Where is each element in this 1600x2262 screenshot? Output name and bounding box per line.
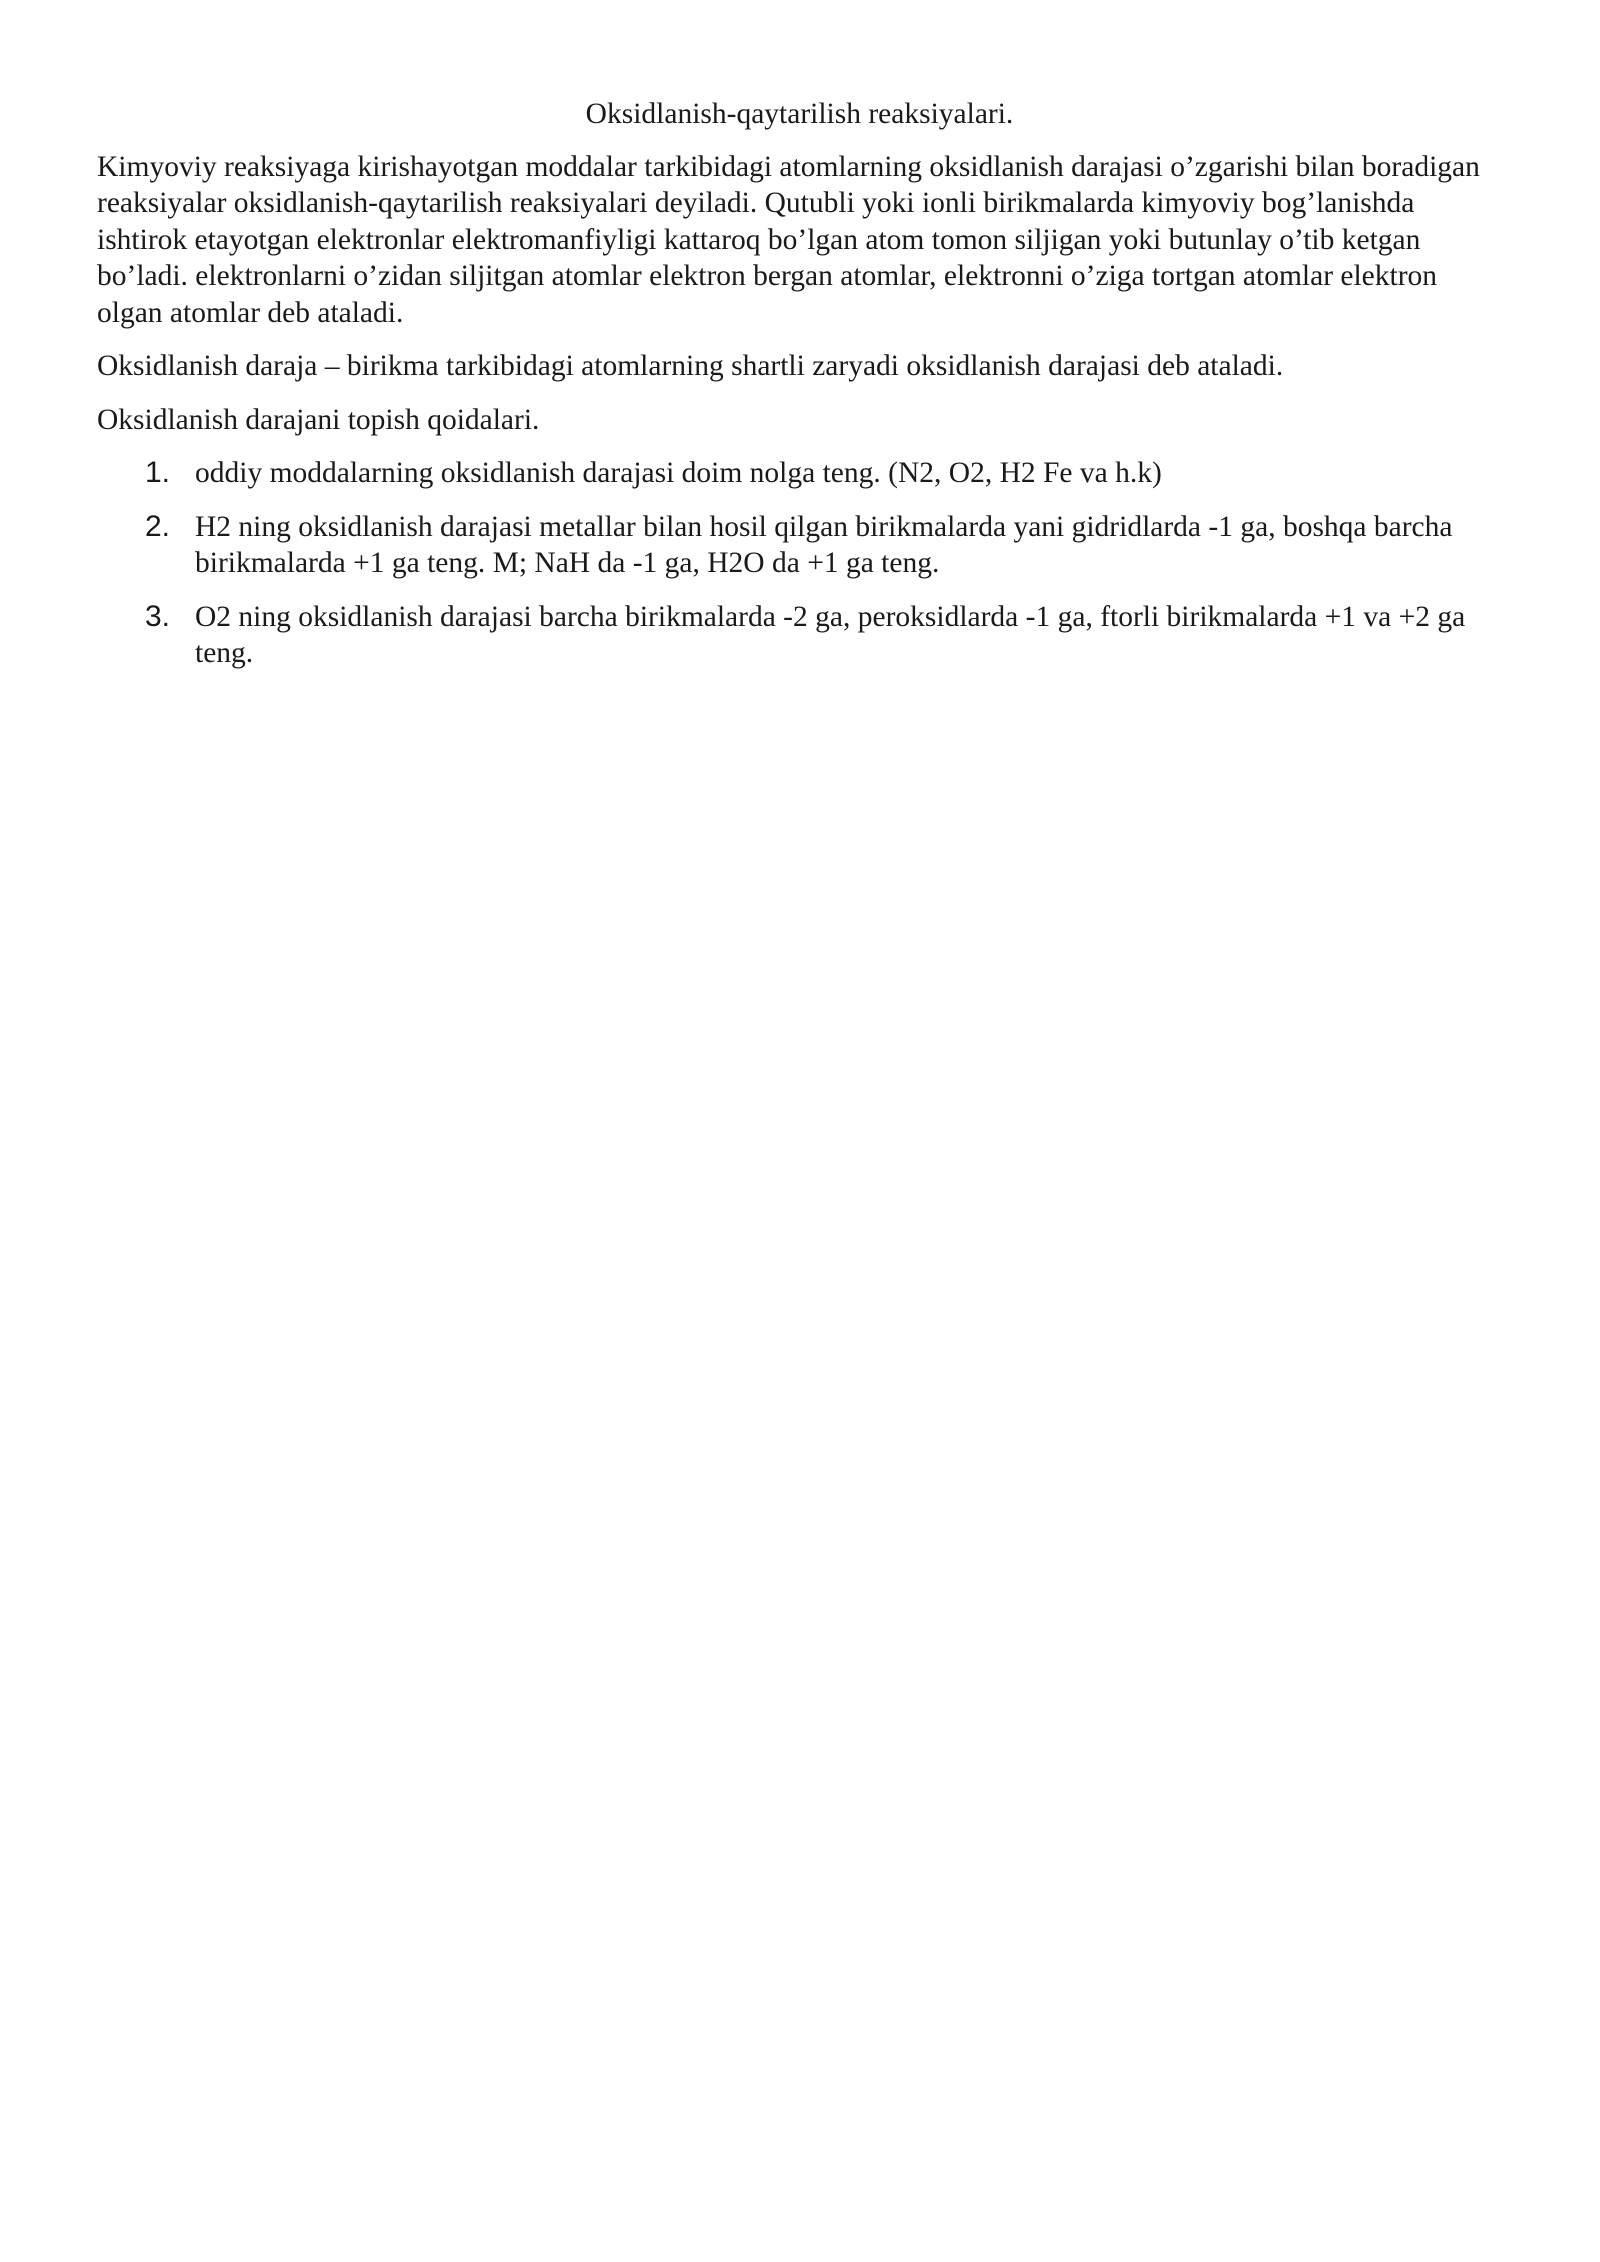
intro-paragraph: Kimyoviy reaksiyaga kirishayotgan moddalar tarkibidagi atomlarning oksidlanish darajasi o’zgarishi bilan boradigan reaksiyalar oksidlanish-qaytarilish reaksiyalari deyiladi. Qutubli yoki ionli birikmalarda kimyoviy bog’lanishda ishtirok etayotgan elektronlar elektromanfiyligi kattaroq bo’lgan atom tomon siljigan yoki butunlay o’tib ketgan bo’ladi. elektronlarni o’zidan siljitgan atomlar elektron bergan atomlar, elektronni o’ziga tortgan atomlar elektron olgan atomlar deb ataladi. — [97, 150, 1480, 329]
list-item-text: O2 ning oksidlanish darajasi barcha birikmalarda -2 ga, peroksidlarda -1 ga, ftorli birikmalarda +1 va +2 ga teng. — [195, 600, 1466, 669]
list-item-number: 3. — [145, 599, 171, 633]
rules-heading: Oksidlanish darajani topish qoidalari. — [97, 403, 540, 436]
list-item — [97, 509, 1502, 582]
rules-list — [97, 455, 1502, 672]
list-item-text: oddiy moddalarning oksidlanish darajasi doim nolga teng. (N2, O2, H2 Fe va h.k) — [195, 457, 1162, 489]
list-item — [97, 599, 1502, 672]
document-body — [97, 96, 1502, 689]
document-title: Oksidlanish-qaytarilish reaksiyalari. — [585, 98, 1014, 130]
definition-paragraph: Oksidlanish daraja – birikma tarkibidagi atomlarning shartli zaryadi oksidlanish darajasi deb ataladi. — [97, 350, 1284, 382]
list-item-number: 1. — [145, 456, 171, 489]
list-item-text: H2 ning oksidlanish darajasi metallar bilan hosil qilgan birikmalarda yani gidridlarda -1 ga, boshqa barcha birikmalarda +1 ga teng. M; NaH da -1 ga, H2O da +1 ga teng. — [195, 510, 1453, 579]
list-item-number: 2. — [145, 509, 171, 543]
list-item — [97, 455, 1502, 492]
